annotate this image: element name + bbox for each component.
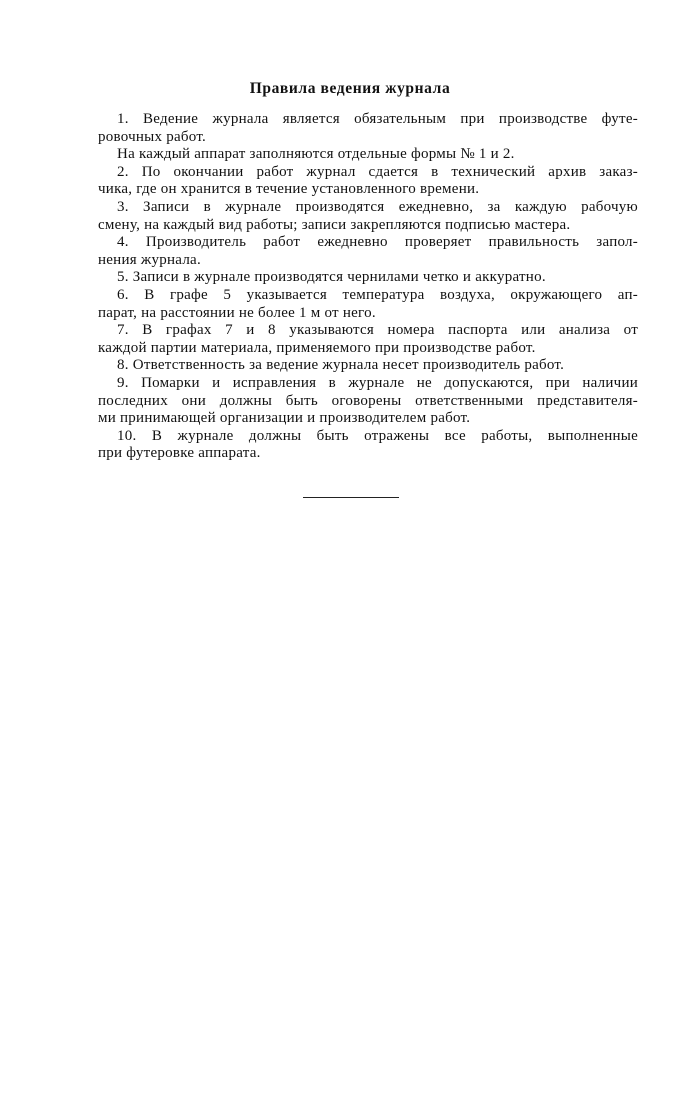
rule-item-3	[98, 199, 638, 234]
rule-item-9	[98, 375, 638, 428]
rule-line: чика, где он хранится в течение установленного времени.	[98, 181, 480, 198]
rule-line: парат, на расстоянии не более 1 м от него.	[98, 304, 376, 321]
rule-line: 5. Записи в журнале производятся чернилами четко и аккуратно.	[117, 269, 546, 286]
rule-line: 1. Ведение журнала является обязательным при производстве футе-	[117, 111, 638, 127]
rule-line: при футеровке аппарата.	[98, 445, 261, 462]
rule-item-5	[98, 269, 638, 287]
rule-line: 2. По окончании работ журнал сдается в технический архив заказ-	[117, 163, 638, 180]
rule-line: последних они должны быть оговорены ответственными представителя-	[98, 392, 638, 409]
rule-line: 3. Записи в журнале производятся ежедневно, за каждую рабочую	[117, 198, 638, 215]
rule-item-6	[98, 287, 638, 322]
rule-line: 4. Производитель работ ежедневно проверяет правильность запол-	[117, 234, 638, 251]
rule-item-1	[98, 111, 638, 146]
rule-line: 7. В графах 7 и 8 указываются номера паспорта или анализа от	[117, 322, 638, 339]
rules-list	[98, 111, 638, 463]
rule-line: 8. Ответственность за ведение журнала несет производитель работ.	[117, 357, 565, 374]
rule-line: 6. В графе 5 указывается температура воздуха, окружающего ап-	[117, 286, 638, 303]
rule-line: 10. В журнале должны быть отражены все работы, выполненные	[117, 427, 638, 444]
rule-item-1-note	[98, 146, 638, 164]
rule-line: смену, на каждый вид работы; записи закрепляются подписью мастера.	[98, 216, 571, 233]
rule-line: На каждый аппарат заполняются отдельные формы № 1 и 2.	[117, 146, 515, 163]
page-title: Правила ведения журнала	[249, 80, 451, 97]
rule-item-4	[98, 234, 638, 269]
rule-item-10	[98, 428, 638, 463]
rule-item-8	[98, 357, 638, 375]
rule-line: нения журнала.	[98, 251, 201, 268]
rule-line: ми принимающей организации и производителем работ.	[98, 410, 471, 427]
rule-item-7	[98, 322, 638, 357]
rule-line: ровочных работ.	[98, 128, 207, 145]
rule-line: 9. Помарки и исправления в журнале не допускаются, при наличии	[117, 374, 638, 391]
rule-item-2	[98, 164, 638, 199]
rule-line: каждой партии материала, применяемого при производстве работ.	[98, 339, 536, 356]
end-divider	[303, 497, 399, 498]
